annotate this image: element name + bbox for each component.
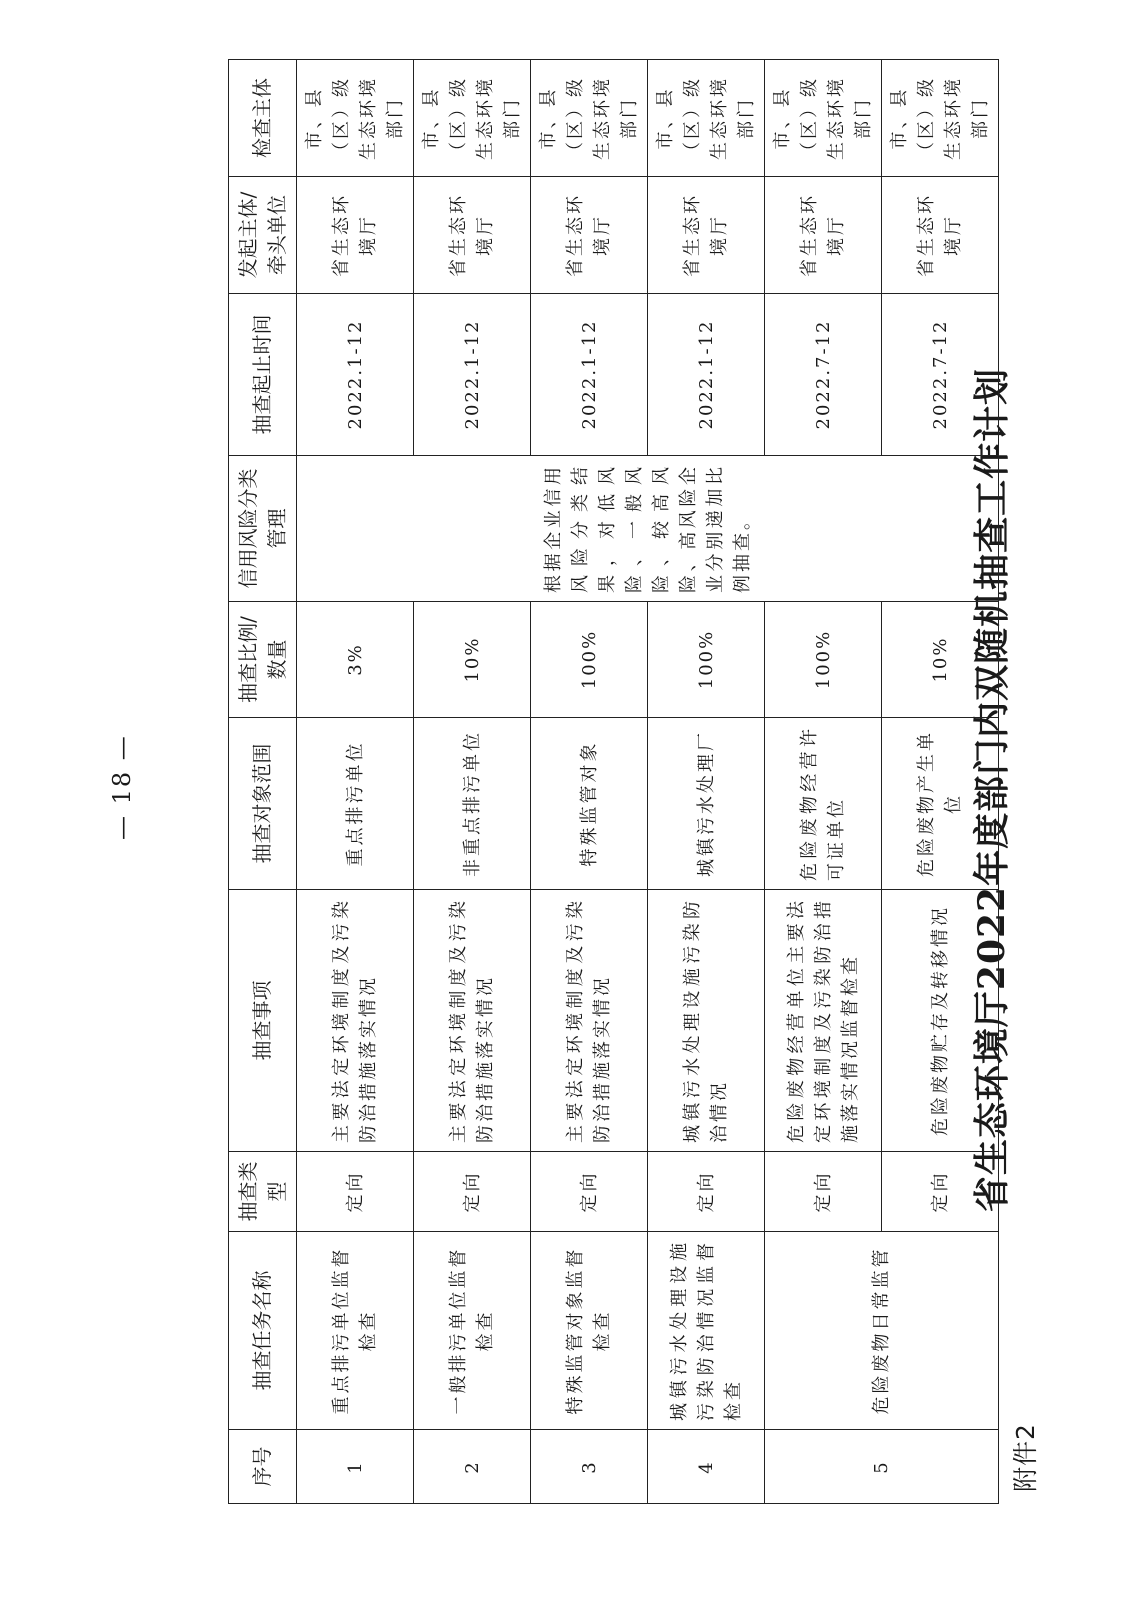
cell-ratio: 10% (414, 602, 531, 718)
header-scope: 抽查对象范围 (229, 718, 297, 890)
cell-items: 主要法定环境制度及污染防治措施落实情况 (414, 890, 531, 1152)
header-initiator: 发起主体/牵头单位 (229, 177, 297, 294)
cell-items: 主要法定环境制度及污染防治措施落实情况 (297, 890, 414, 1152)
cell-items: 主要法定环境制度及污染防治措施落实情况 (531, 890, 648, 1152)
cell-ratio: 10% (882, 602, 999, 718)
cell-type: 定向 (648, 1152, 765, 1232)
cell-inspector: 市、县（区）级生态环境部门 (648, 60, 765, 177)
header-credit: 信用风险分类管理 (229, 456, 297, 602)
cell-period: 2022.7-12 (765, 294, 882, 456)
cell-ratio: 100% (648, 602, 765, 718)
cell-period: 2022.1-12 (297, 294, 414, 456)
cell-seq: 1 (297, 1430, 414, 1504)
header-task-name: 抽查任务名称 (229, 1232, 297, 1430)
header-items: 抽查事项 (229, 890, 297, 1152)
cell-inspector: 市、县（区）级生态环境部门 (531, 60, 648, 177)
table-row (765, 60, 882, 1504)
cell-task-name: 一般排污单位监督检查 (414, 1232, 531, 1430)
cell-items: 城镇污水处理设施污染防治情况 (648, 890, 765, 1152)
cell-seq: 3 (531, 1430, 648, 1504)
header-type: 抽查类型 (229, 1152, 297, 1232)
cell-type: 定向 (765, 1152, 882, 1232)
table-header-row (229, 60, 297, 1504)
cell-credit-note: 根据企业信用风险分类结果，对低风险、一般风险、较高风险、高风险企业分别递加比例抽查。 (297, 456, 999, 602)
cell-items: 危险废物贮存及转移情况 (882, 890, 999, 1152)
cell-type: 定向 (414, 1152, 531, 1232)
cell-initiator: 省生态环境厅 (297, 177, 414, 294)
cell-initiator: 省生态环境厅 (531, 177, 648, 294)
cell-task-name: 城镇污水处理设施污染防治情况监督检查 (648, 1232, 765, 1430)
page-title: 省生态环境厅2022年度部门内双随机抽查工作计划 (971, 367, 1013, 1213)
cell-scope: 危险废物经营许可证单位 (765, 718, 882, 890)
cell-items: 危险废物经营单位主要法定环境制度及污染防治措施落实情况监督检查 (765, 890, 882, 1152)
cell-period: 2022.1-12 (414, 294, 531, 456)
cell-seq: 5 (765, 1430, 999, 1504)
cell-initiator: 省生态环境厅 (648, 177, 765, 294)
cell-inspector: 市、县（区）级生态环境部门 (882, 60, 999, 177)
cell-scope: 危险废物产生单位 (882, 718, 999, 890)
cell-type: 定向 (531, 1152, 648, 1232)
cell-initiator: 省生态环境厅 (414, 177, 531, 294)
cell-ratio: 3% (297, 602, 414, 718)
cell-scope: 城镇污水处理厂 (648, 718, 765, 890)
header-inspector: 检查主体 (229, 60, 297, 177)
cell-seq: 2 (414, 1430, 531, 1504)
cell-task-name: 特殊监管对象监督检查 (531, 1232, 648, 1430)
cell-seq: 4 (648, 1430, 765, 1504)
cell-ratio: 100% (765, 602, 882, 718)
cell-scope: 重点排污单位 (297, 718, 414, 890)
cell-inspector: 市、县（区）级生态环境部门 (765, 60, 882, 177)
cell-period: 2022.1-12 (648, 294, 765, 456)
header-ratio: 抽查比例/数量 (229, 602, 297, 718)
cell-inspector: 市、县（区）级生态环境部门 (297, 60, 414, 177)
cell-ratio: 100% (531, 602, 648, 718)
header-period: 抽查起止时间 (229, 294, 297, 456)
cell-initiator: 省生态环境厅 (765, 177, 882, 294)
cell-type: 定向 (882, 1152, 999, 1232)
inspection-plan-table (228, 59, 999, 1504)
table-row (648, 60, 765, 1504)
cell-initiator: 省生态环境厅 (882, 177, 999, 294)
cell-inspector: 市、县（区）级生态环境部门 (414, 60, 531, 177)
table-row (531, 60, 648, 1504)
header-seq: 序号 (229, 1430, 297, 1504)
table-row (297, 60, 414, 1504)
cell-scope: 非重点排污单位 (414, 718, 531, 890)
page-number: — 18 — (108, 734, 136, 840)
cell-task-name: 重点排污单位监督检查 (297, 1232, 414, 1430)
cell-period: 2022.7-12 (882, 294, 999, 456)
cell-scope: 特殊监管对象 (531, 718, 648, 890)
cell-type: 定向 (297, 1152, 414, 1232)
attachment-label: 附件2 (1011, 1423, 1040, 1492)
cell-period: 2022.1-12 (531, 294, 648, 456)
table-row (414, 60, 531, 1504)
cell-task-name: 危险废物日常监管 (765, 1232, 999, 1430)
